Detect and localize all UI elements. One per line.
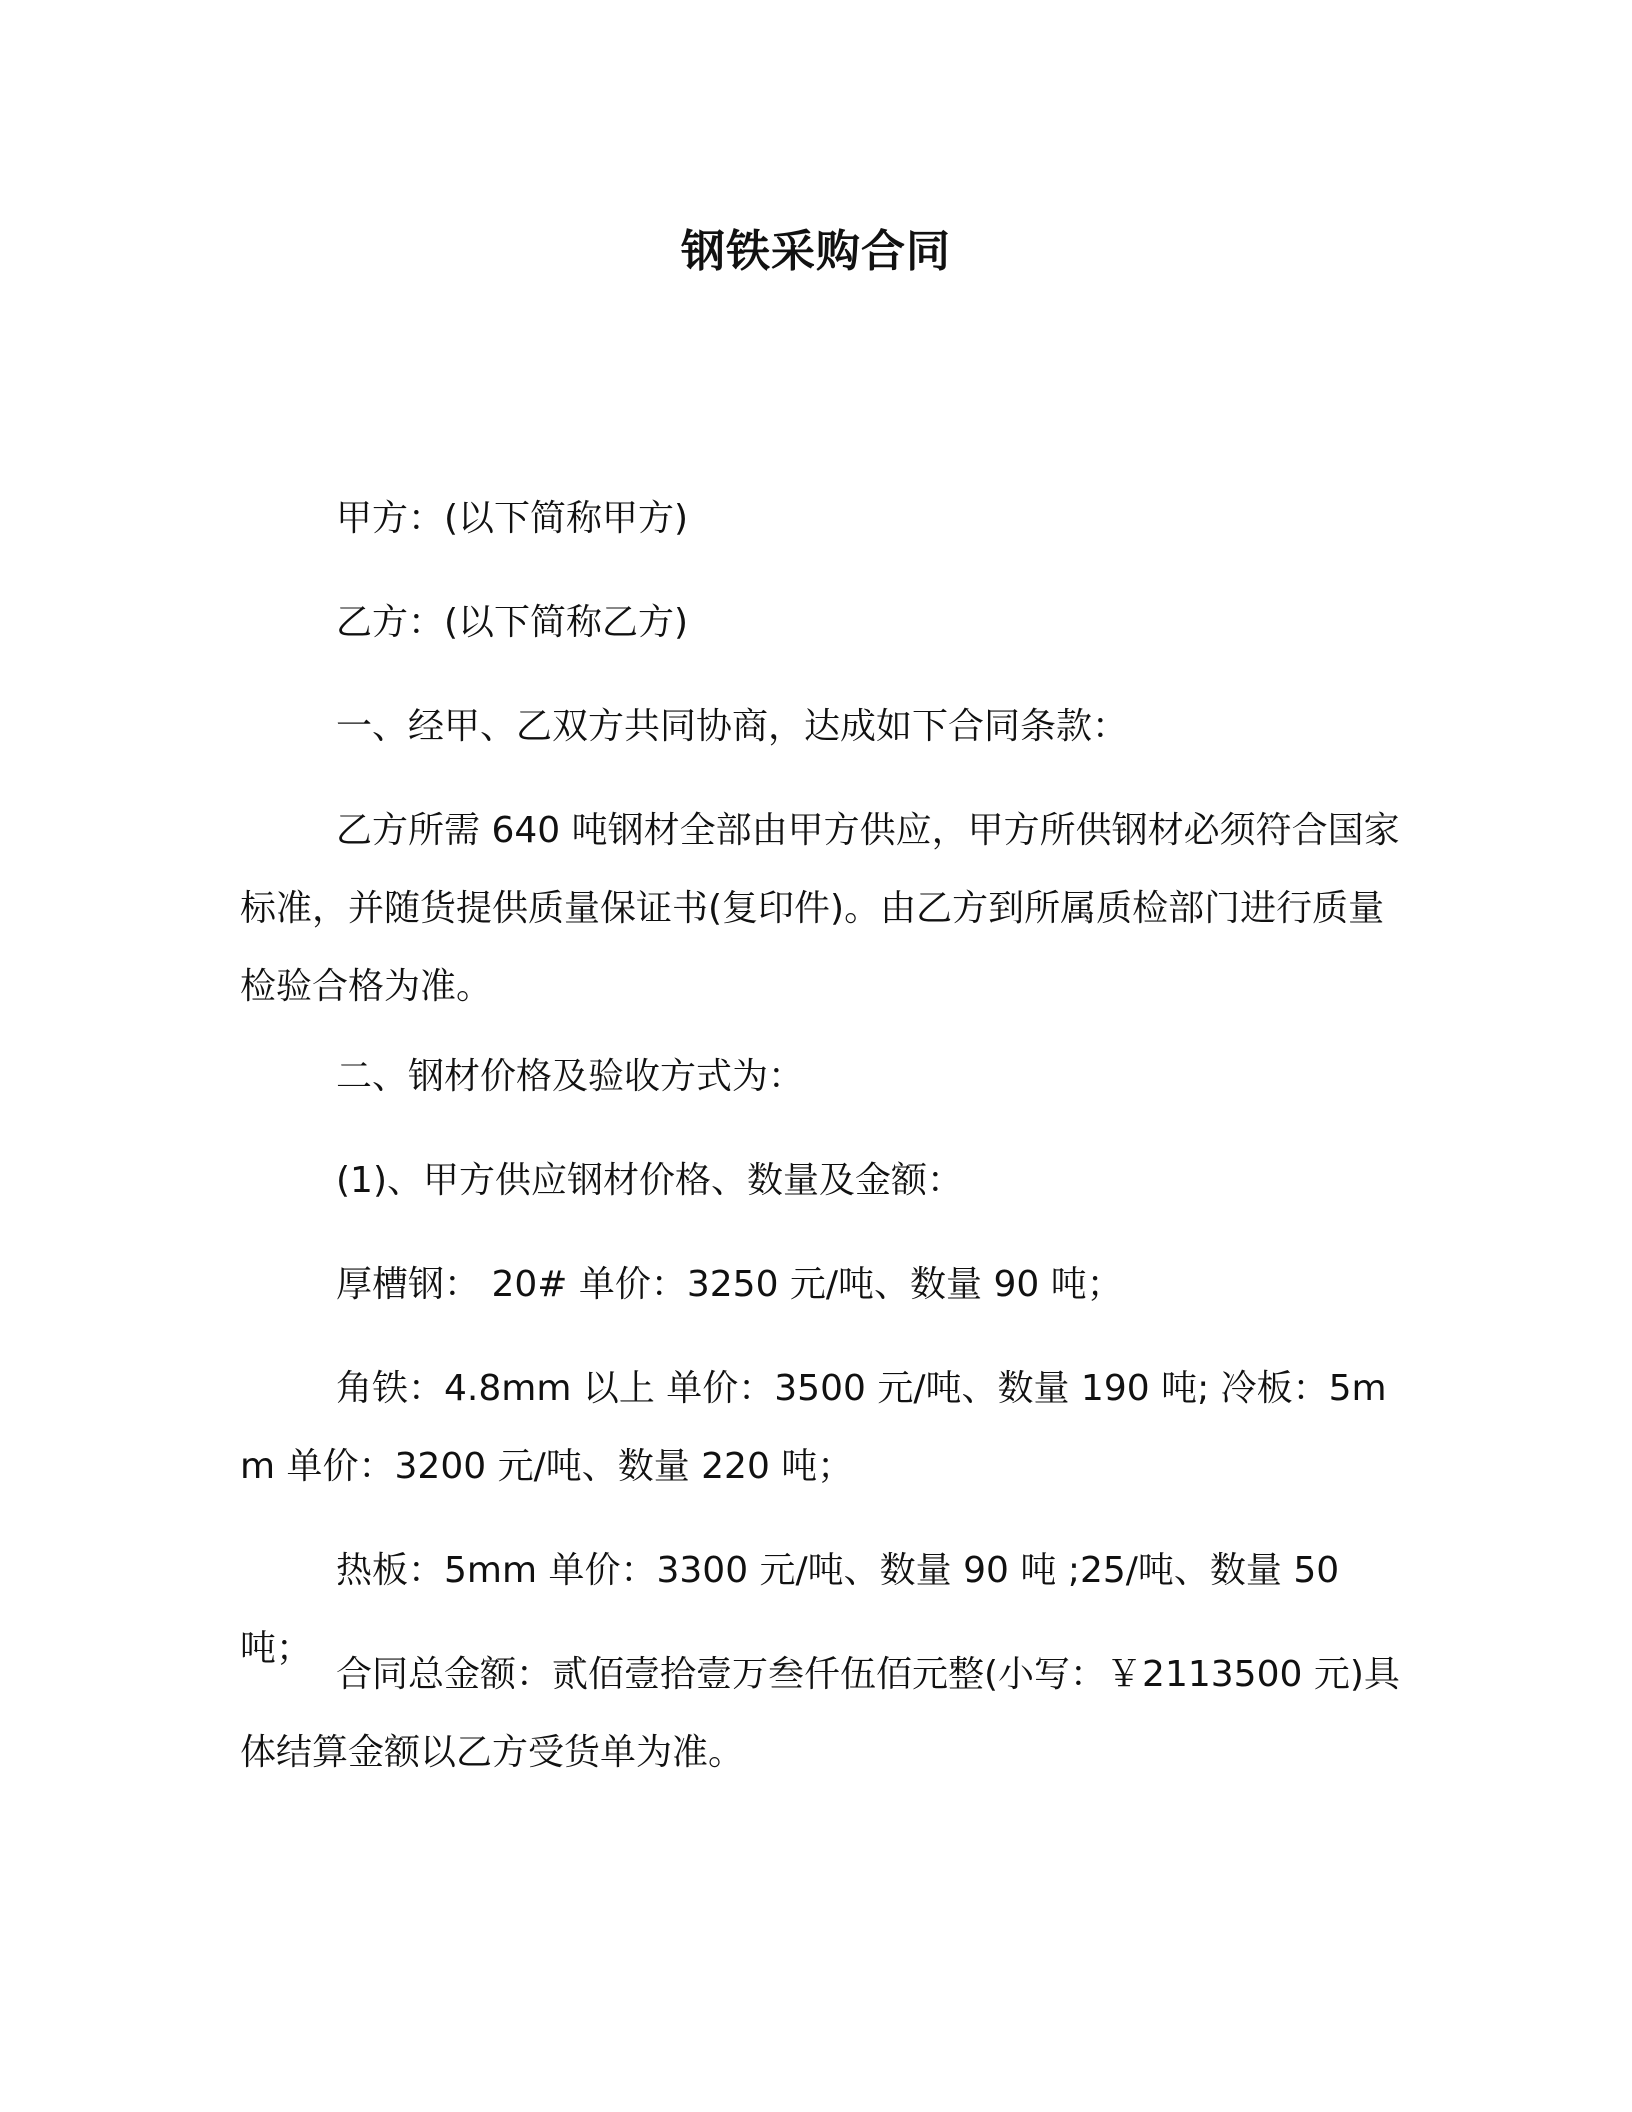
- clause-two-sub-heading: (1)、甲方供应钢材价格、数量及金额：: [336, 1160, 963, 1201]
- item-hot-plate: 热板：5mm 单价：3300 元/吨、数量 90 吨 ;25/吨、数量 50 吨；: [240, 1550, 1340, 1669]
- item-angle-iron-cold-plate: 角铁：4.8mm 以上 单价：3500 元/吨、数量 190 吨; 冷板：5mm 单价：3200 元/吨、数量 220 吨；: [240, 1368, 1387, 1487]
- contract-total-amount: 合同总金额：贰佰壹拾壹万叁仟伍佰元整(小写：￥2113500 元)具体结算金额以乙方受货单为准。: [240, 1654, 1400, 1773]
- document-title: 钢铁采购合同: [681, 226, 951, 277]
- item-channel-steel: 厚槽钢： 20# 单价：3250 元/吨、数量 90 吨；: [336, 1264, 1123, 1305]
- party-a-line: 甲方：(以下简称甲方): [336, 498, 689, 539]
- clause-one-body: 乙方所需 640 吨钢材全部由甲方供应，甲方所供钢材必须符合国家标准，并随货提供质量保证书(复印件)。由乙方到所属质检部门进行质量检验合格为准。: [240, 810, 1400, 1007]
- party-b-line: 乙方：(以下简称乙方): [336, 602, 689, 643]
- clause-one-heading: 一、经甲、乙双方共同协商，达成如下合同条款：: [336, 706, 1129, 747]
- clause-two-heading: 二、钢材价格及验收方式为：: [336, 1056, 805, 1097]
